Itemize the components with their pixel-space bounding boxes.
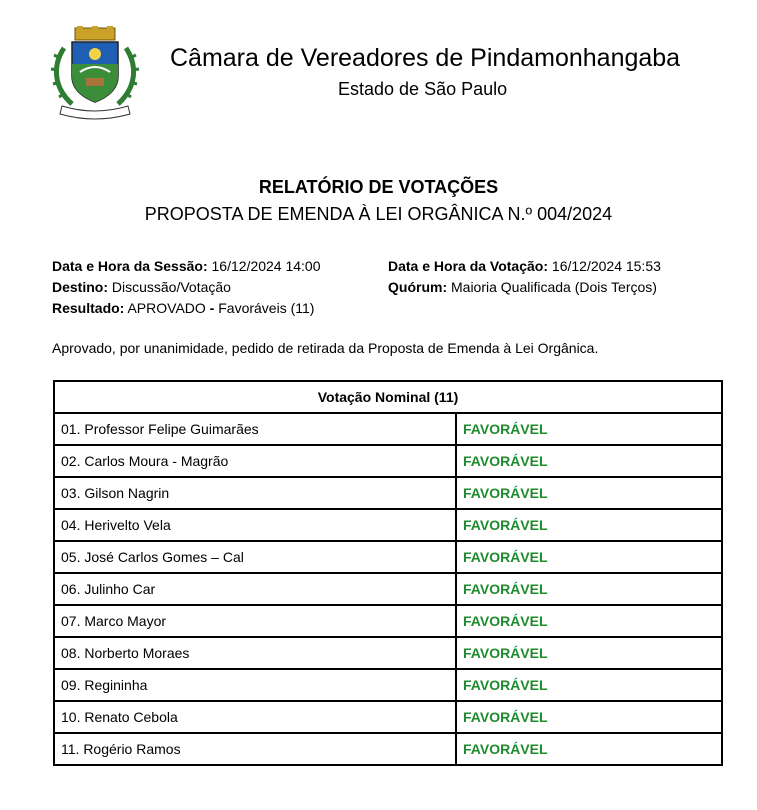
table-row <box>54 477 722 509</box>
table-header: Votação Nominal (11) <box>54 381 722 413</box>
report-title: RELATÓRIO DE VOTAÇÕES <box>258 177 499 197</box>
councillor-name: 09. Regininha <box>54 669 456 701</box>
result-separator: - <box>209 300 215 316</box>
table-row <box>54 413 722 445</box>
table-row <box>54 541 722 573</box>
vote-description: Aprovado, por unanimidade, pedido de retirada da Proposta de Emenda à Lei Orgânica. <box>52 340 599 356</box>
table-row <box>54 669 722 701</box>
vote-value: FAVORÁVEL <box>456 701 722 733</box>
vote-time-label: Data e Hora da Votação: <box>388 258 549 274</box>
vote-value: FAVORÁVEL <box>456 413 722 445</box>
vote-value: FAVORÁVEL <box>456 509 722 541</box>
quorum <box>388 277 657 297</box>
result-label: Resultado: <box>52 300 125 316</box>
vote-value: FAVORÁVEL <box>456 445 722 477</box>
table-row <box>54 509 722 541</box>
table-row <box>54 605 722 637</box>
nominal-vote-table <box>53 380 723 766</box>
councillor-name: 06. Julinho Car <box>54 573 456 605</box>
vote-value: FAVORÁVEL <box>456 733 722 765</box>
chamber-name: Câmara de Vereadores de Pindamonhangaba <box>170 44 681 72</box>
vote-value: FAVORÁVEL <box>456 477 722 509</box>
destination-label: Destino: <box>52 279 108 295</box>
councillor-name: 05. José Carlos Gomes – Cal <box>54 541 456 573</box>
quorum-label: Quórum: <box>388 279 448 295</box>
councillor-name: 10. Renato Cebola <box>54 701 456 733</box>
vote-value: FAVORÁVEL <box>456 605 722 637</box>
table-row <box>54 445 722 477</box>
councillor-name: 01. Professor Felipe Guimarães <box>54 413 456 445</box>
councillor-name: 07. Marco Mayor <box>54 605 456 637</box>
vote-value: FAVORÁVEL <box>456 541 722 573</box>
state-name: Estado de São Paulo <box>338 79 508 99</box>
councillor-name: 02. Carlos Moura - Magrão <box>54 445 456 477</box>
vote-datetime <box>388 256 661 276</box>
vote-value: FAVORÁVEL <box>456 669 722 701</box>
session-label: Data e Hora da Sessão: <box>52 258 208 274</box>
councillor-name: 03. Gilson Nagrin <box>54 477 456 509</box>
vote-value: FAVORÁVEL <box>456 637 722 669</box>
table-row <box>54 637 722 669</box>
result <box>52 298 314 318</box>
table-row <box>54 701 722 733</box>
quorum-value: Maioria Qualificada (Dois Terços) <box>451 279 657 295</box>
councillor-name: 04. Herivelto Vela <box>54 509 456 541</box>
session-value: 16/12/2024 14:00 <box>211 258 321 274</box>
destination-value: Discussão/Votação <box>111 279 231 295</box>
table-row <box>54 733 722 765</box>
destination <box>52 277 231 297</box>
session-datetime <box>52 256 321 276</box>
proposal-title: PROPOSTA DE EMENDA À LEI ORGÂNICA N.º 004/2024 <box>144 204 613 224</box>
result-detail: Favoráveis (11) <box>218 300 315 316</box>
councillor-name: 11. Rogério Ramos <box>54 733 456 765</box>
document-header <box>0 0 757 130</box>
vote-value: FAVORÁVEL <box>456 573 722 605</box>
table-row <box>54 573 722 605</box>
table-header-row <box>54 381 722 413</box>
coat-of-arms-icon <box>50 26 140 120</box>
vote-time-value: 16/12/2024 15:53 <box>551 258 661 274</box>
councillor-name: 08. Norberto Moraes <box>54 637 456 669</box>
result-value: APROVADO <box>127 300 206 316</box>
